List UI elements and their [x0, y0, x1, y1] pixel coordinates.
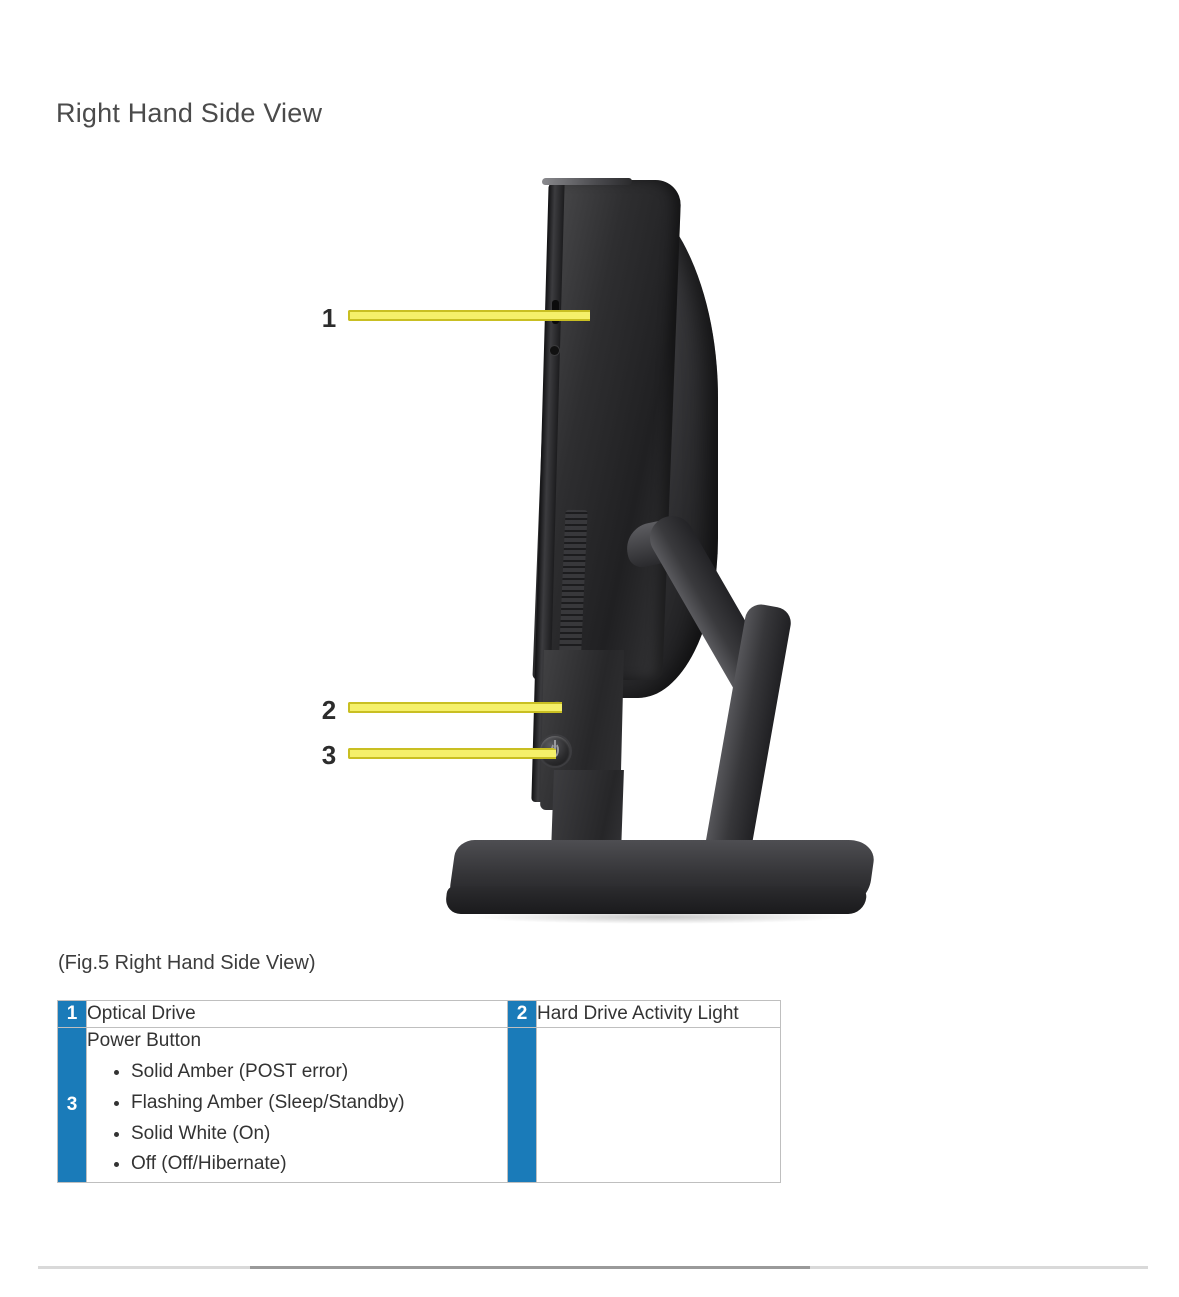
callout-number-3: 3 — [321, 740, 337, 770]
table-row — [58, 1027, 781, 1182]
legend-label-2: Hard Drive Activity Light — [537, 1001, 781, 1028]
callout-leader-line-3 — [348, 748, 556, 759]
callout-number-2: 2 — [321, 695, 337, 725]
power-button-state-list — [87, 1059, 507, 1177]
callout-leader-line-1 — [348, 310, 590, 321]
page-title: Right Hand Side View — [56, 98, 323, 128]
list-item: • Solid White (On) — [131, 1121, 507, 1147]
callout-leader-line-2 — [348, 702, 562, 713]
optical-drive-eject-hole-icon — [550, 346, 559, 355]
legend-number-1: 1 — [58, 1001, 87, 1028]
figure-right-hand-side-view — [0, 150, 1179, 940]
table-row — [58, 1001, 781, 1028]
display-top-highlight — [542, 178, 632, 185]
list-item: • Solid Amber (POST error) — [131, 1059, 507, 1085]
legend-label-empty — [537, 1027, 781, 1182]
legend-number-2: 2 — [508, 1001, 537, 1028]
list-item: • Flashing Amber (Sleep/Standby) — [131, 1090, 507, 1116]
legend-label-1: Optical Drive — [87, 1001, 508, 1028]
legend-label-3-title: Power Button — [87, 1029, 202, 1051]
figure-caption: (Fig.5 Right Hand Side View) — [58, 952, 316, 974]
list-item: • Off (Off/Hibernate) — [131, 1151, 507, 1177]
all-in-one-computer-illustration — [430, 150, 900, 940]
page-bottom-rule-accent — [250, 1266, 810, 1269]
legend-table — [57, 1000, 781, 1183]
legend-label-3 — [87, 1027, 508, 1182]
base-shadow — [470, 910, 850, 924]
legend-number-3: 3 — [58, 1027, 87, 1182]
callout-number-1: 1 — [321, 303, 337, 333]
legend-number-spacer — [508, 1027, 537, 1182]
